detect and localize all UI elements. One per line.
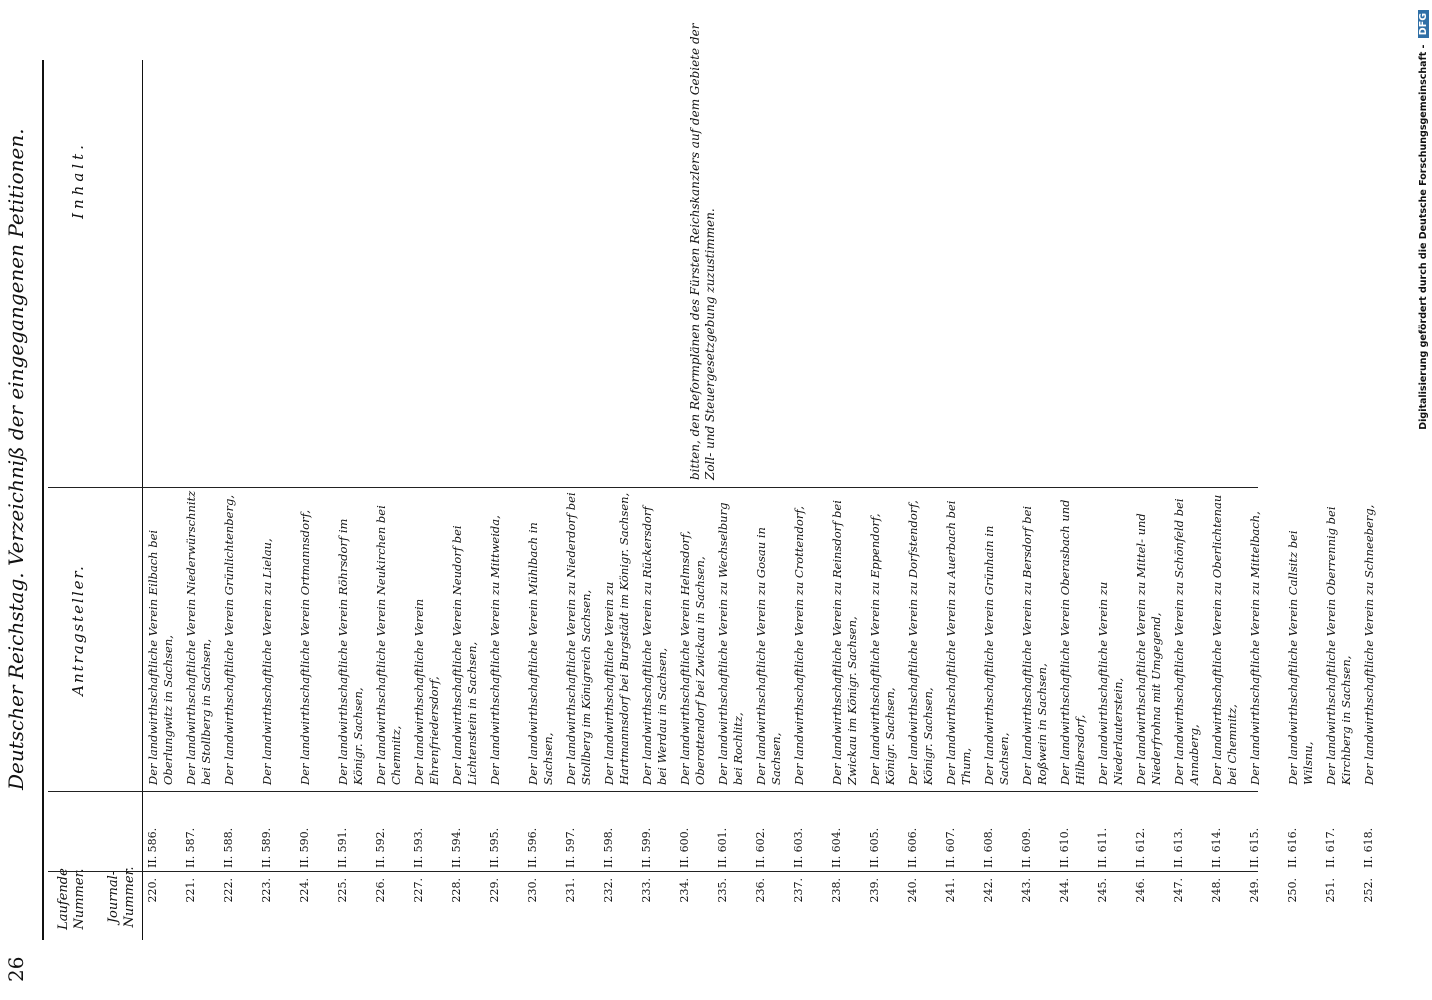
antragsteller: Der landwirthschaftliche Verein zu Crottendorf,	[792, 506, 806, 785]
journal-nummer: II. 601.	[716, 827, 729, 868]
laufende-nummer: 228.	[450, 878, 463, 903]
laufende-nummer: 233.	[640, 878, 653, 903]
journal-nummer: II. 593.	[412, 827, 425, 868]
laufende-nummer: 226.	[374, 878, 387, 903]
dfg-logo: DFG	[1418, 10, 1429, 38]
antragsteller: Der landwirthschaftliche Verein Helmsdorf, Oberottendorf bei Zwickau in Sachsen,	[678, 530, 707, 785]
laufende-nummer: 247.	[1172, 878, 1185, 903]
antragsteller: Der landwirthschaftliche Verein Callsitz bei Wilsnu,	[1286, 530, 1315, 785]
journal-nummer: II. 603.	[792, 827, 805, 868]
antragsteller: Der landwirthschaftliche Verein Eilbach bei Oberlungwitz in Sachsen,	[146, 529, 175, 785]
table-row	[336, 0, 374, 1000]
laufende-nummer: 236.	[754, 878, 767, 903]
journal-nummer: II. 610.	[1058, 827, 1071, 868]
journal-nummer: II. 598.	[602, 827, 615, 868]
laufende-nummer: 235.	[716, 878, 729, 903]
table-row	[1248, 0, 1286, 1000]
laufende-nummer: 221.	[184, 878, 197, 903]
table-row	[146, 0, 184, 1000]
column-header-rule	[142, 60, 143, 940]
petition-table	[146, 0, 1400, 1000]
journal-nummer: II. 602.	[754, 827, 767, 868]
laufende-nummer: 250.	[1286, 878, 1299, 903]
table-row	[222, 0, 260, 1000]
table-row	[906, 0, 944, 1000]
antragsteller: Der landwirthschaftliche Verein zu Gosau in Sachsen,	[754, 527, 783, 785]
table-row	[1210, 0, 1248, 1000]
laufende-nummer: 234.	[678, 878, 691, 903]
antragsteller: Der landwirthschaftliche Verein zu Mittelbach,	[1248, 511, 1262, 785]
antragsteller: Der landwirthschaftliche Verein zu Schneeberg,	[1362, 504, 1376, 785]
table-row	[602, 0, 640, 1000]
antragsteller: Der landwirthschaftliche Verein zu Mittel- und Niederfrohna mit Umgegend,	[1134, 513, 1163, 785]
antragsteller: Der landwirthschaftliche Verein Oberrennig bei Kirchberg in Sachsen,	[1324, 506, 1353, 785]
laufende-nummer: 244.	[1058, 878, 1071, 903]
table-row	[640, 0, 678, 1000]
antragsteller: Der landwirthschaftliche Verein Neudorf bei Lichtenstein in Sachsen,	[450, 525, 479, 785]
table-row	[1172, 0, 1210, 1000]
laufende-nummer: 220.	[146, 878, 159, 903]
table-row	[1020, 0, 1058, 1000]
journal-nummer: II. 597.	[564, 827, 577, 868]
table-row	[944, 0, 982, 1000]
journal-nummer: II. 612.	[1134, 827, 1147, 868]
laufende-nummer: 251.	[1324, 878, 1337, 903]
antragsteller: Der landwirthschaftliche Verein zu Rückersdorf bei Werdau in Sachsen,	[640, 506, 669, 785]
antragsteller: Der landwirthschaftliche Verein zu Mittweida,	[488, 515, 502, 785]
table-row	[1286, 0, 1324, 1000]
laufende-nummer: 227.	[412, 878, 425, 903]
antragsteller: Der landwirthschaftliche Verein zu Wechselburg bei Rochlitz,	[716, 502, 745, 785]
column-header-inhalt: Inhalt.	[69, 141, 87, 219]
table-row	[754, 0, 792, 1000]
table-row	[982, 0, 1020, 1000]
laufende-nummer: 239.	[868, 878, 881, 903]
antragsteller: Der landwirthschaftliche Verein zu Bersdorf bei Roßwein in Sachsen,	[1020, 505, 1049, 785]
laufende-nummer: 241.	[944, 878, 957, 903]
table-row	[792, 0, 830, 1000]
journal-nummer: II. 607.	[944, 827, 957, 868]
table-row	[564, 0, 602, 1000]
laufende-nummer: 224.	[298, 878, 311, 903]
table-row	[488, 0, 526, 1000]
credit-text: Digitalisierung gefördert durch die Deutsche Forschungsgemeinschaft -	[1418, 44, 1429, 430]
table-row	[1058, 0, 1096, 1000]
laufende-nummer: 238.	[830, 878, 843, 903]
journal-nummer: II. 586.	[146, 827, 159, 868]
journal-nummer: II. 611.	[1096, 827, 1109, 868]
laufende-nummer: 232.	[602, 878, 615, 903]
journal-nummer: II. 589.	[260, 827, 273, 868]
journal-nummer: II. 591.	[336, 827, 349, 868]
page-title: Deutscher Reichstag. Verzeichniß der eingegangenen Petitionen.	[4, 128, 28, 790]
table-row	[298, 0, 336, 1000]
journal-nummer: II. 595.	[488, 827, 501, 868]
antragsteller: Der landwirthschaftliche Verein Neukirchen bei Chemnitz,	[374, 505, 403, 785]
table-row	[184, 0, 222, 1000]
laufende-nummer: 230.	[526, 878, 539, 903]
antragsteller: Der landwirthschaftliche Verein Mühlbach in Sachsen,	[526, 522, 555, 785]
laufende-nummer: 225.	[336, 878, 349, 903]
laufende-nummer: 231.	[564, 878, 577, 903]
antragsteller: Der landwirthschaftliche Verein zu Hartmannsdorf bei Burgstädt im Königr. Sachsen,	[602, 492, 631, 785]
table-row	[1362, 0, 1400, 1000]
table-row	[868, 0, 906, 1000]
laufende-nummer: 246.	[1134, 878, 1147, 903]
antragsteller: Der landwirthschaftliche Verein zu Oberlichtenau bei Chemnitz,	[1210, 494, 1239, 785]
journal-nummer: II. 616.	[1286, 827, 1299, 868]
laufende-nummer: 243.	[1020, 878, 1033, 903]
column-header-journal: Journal-Nummer.	[106, 866, 137, 928]
antragsteller: Der landwirthschaftliche Verein zu Eppendorf, Königr. Sachsen,	[868, 513, 897, 785]
laufende-nummer: 223.	[260, 878, 273, 903]
antragsteller: Der landwirthschaftliche Verein Ehrenfriedersdorf,	[412, 598, 441, 785]
laufende-nummer: 222.	[222, 878, 235, 903]
petition-content: bitten, den Reformplänen des Fürsten Reichskanzlers auf dem Gebiete der Zoll- und Steuergesetzgebung zuzustimmen.	[688, 23, 717, 480]
journal-nummer: II. 618.	[1362, 827, 1375, 868]
journal-nummer: II. 615.	[1248, 827, 1261, 868]
laufende-nummer: 245.	[1096, 878, 1109, 903]
antragsteller: Der landwirthschaftliche Verein zu Dorfstendorf, Königr. Sachsen,	[906, 500, 935, 785]
table-row	[830, 0, 868, 1000]
antragsteller: Der landwirthschaftliche Verein Niederwürschnitz bei Stollberg in Sachsen,	[184, 490, 213, 785]
laufende-nummer: 242.	[982, 878, 995, 903]
antragsteller: Der landwirthschaftliche Verein Röhrsdorf im Königr. Sachsen,	[336, 518, 365, 785]
antragsteller: Der landwirthschaftliche Verein zu Niederdorf bei Stollberg im Königreich Sachsen,	[564, 492, 593, 785]
journal-nummer: II. 599.	[640, 827, 653, 868]
journal-nummer: II. 608.	[982, 827, 995, 868]
journal-nummer: II. 613.	[1172, 827, 1185, 868]
table-row	[260, 0, 298, 1000]
table-row	[450, 0, 488, 1000]
table-row	[526, 0, 564, 1000]
journal-nummer: II. 617.	[1324, 827, 1337, 868]
journal-nummer: II. 606.	[906, 827, 919, 868]
table-row	[374, 0, 412, 1000]
antragsteller: Der landwirthschaftliche Verein zu Lielau,	[260, 538, 274, 785]
dfg-credit	[1418, 10, 1429, 970]
table-row	[1096, 0, 1134, 1000]
antragsteller: Der landwirthschaftliche Verein zu Niederlauterstein,	[1096, 581, 1125, 785]
journal-nummer: II. 614.	[1210, 827, 1223, 868]
journal-nummer: II. 594.	[450, 827, 463, 868]
antragsteller: Der landwirthschaftliche Verein zu Schönfeld bei Annaberg,	[1172, 498, 1201, 785]
column-header-antragsteller: Antragsteller.	[69, 564, 87, 696]
antragsteller: Der landwirthschaftliche Verein Oberasbach und Hilbersdorf,	[1058, 499, 1087, 785]
laufende-nummer: 252.	[1362, 878, 1375, 903]
antragsteller: Der landwirthschaftliche Verein Grünhain in Sachsen,	[982, 525, 1011, 785]
journal-nummer: II. 588.	[222, 827, 235, 868]
table-row	[412, 0, 450, 1000]
antragsteller: Der landwirthschaftliche Verein Grünlichtenberg,	[222, 495, 236, 785]
journal-nummer: II. 592.	[374, 827, 387, 868]
journal-nummer: II. 587.	[184, 827, 197, 868]
antragsteller: Der landwirthschaftliche Verein zu Reinsdorf bei Zwickau im Königr. Sachsen,	[830, 500, 859, 785]
antragsteller: Der landwirthschaftliche Verein zu Auerbach bei Thum,	[944, 500, 973, 785]
table-row	[1324, 0, 1362, 1000]
page-number: 26	[4, 956, 28, 982]
laufende-nummer: 229.	[488, 878, 501, 903]
journal-nummer: II. 609.	[1020, 827, 1033, 868]
laufende-nummer: 249.	[1248, 878, 1261, 903]
journal-nummer: II. 590.	[298, 827, 311, 868]
laufende-nummer: 240.	[906, 878, 919, 903]
journal-nummer: II. 596.	[526, 827, 539, 868]
table-row	[1134, 0, 1172, 1000]
antragsteller: Der landwirthschaftliche Verein Ortmannsdorf,	[298, 509, 312, 785]
journal-nummer: II. 600.	[678, 827, 691, 868]
column-header-laufende: Laufende Nummer.	[56, 868, 87, 930]
header-rule	[42, 60, 44, 940]
laufende-nummer: 237.	[792, 878, 805, 903]
journal-nummer: II. 604.	[830, 827, 843, 868]
journal-nummer: II. 605.	[868, 827, 881, 868]
laufende-nummer: 248.	[1210, 878, 1223, 903]
table-row	[716, 0, 754, 1000]
